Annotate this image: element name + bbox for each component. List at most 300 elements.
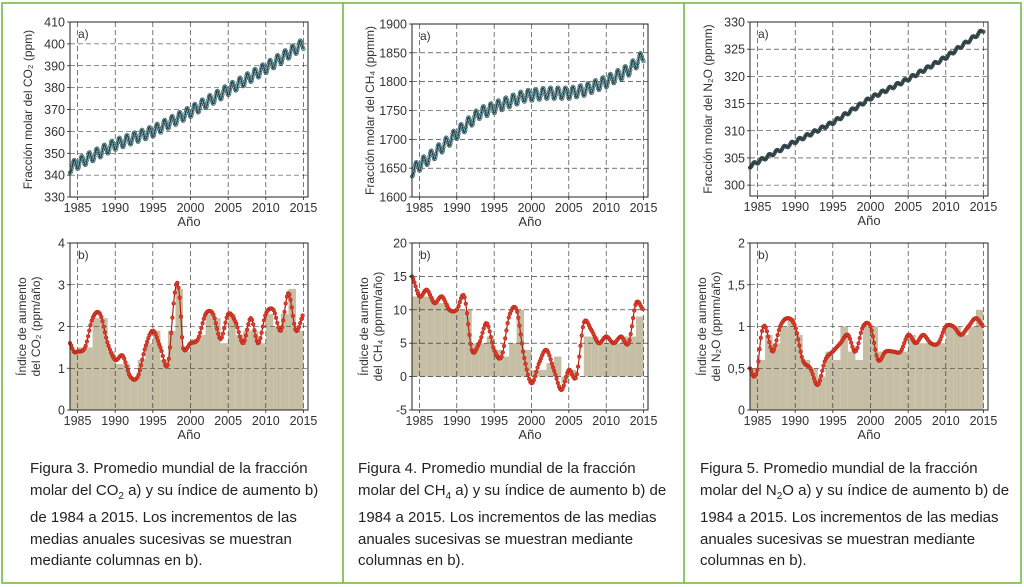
- rate-point: [137, 373, 141, 377]
- y-tick-label: 380: [44, 81, 65, 96]
- rate-point: [506, 321, 510, 325]
- y-axis-label: [694, 271, 723, 381]
- bar-1985: [78, 347, 86, 410]
- rate-point: [872, 341, 876, 345]
- rate-point: [245, 328, 249, 332]
- rate-point: [84, 344, 88, 348]
- rate-point: [581, 325, 585, 329]
- y-tick-label: 1900: [379, 17, 407, 32]
- y-tick-label: 325: [724, 42, 745, 57]
- rate-point: [124, 360, 128, 364]
- rate-point: [574, 376, 578, 380]
- rate-point: [468, 333, 472, 337]
- y-tick-label: 2: [738, 236, 745, 251]
- rate-point: [799, 350, 803, 354]
- rate-point: [548, 354, 552, 358]
- rate-point: [758, 347, 762, 351]
- rate-point: [755, 368, 759, 372]
- bar-2007: [584, 337, 591, 377]
- rate-point: [106, 340, 110, 344]
- bar-2010: [266, 314, 274, 410]
- rate-point: [776, 333, 780, 337]
- bar-2001: [539, 370, 546, 377]
- panel-label: b): [78, 248, 89, 262]
- y-tick-label: 300: [724, 178, 745, 193]
- rate-point: [297, 325, 301, 329]
- x-tick-label: 2005: [554, 201, 583, 215]
- rate-point: [849, 341, 853, 345]
- y-tick-label: 1600: [379, 190, 407, 205]
- y-tick-label: 340: [44, 168, 65, 183]
- rate-point: [177, 286, 181, 290]
- rate-point: [630, 324, 634, 328]
- bar-2005: [228, 314, 236, 410]
- x-tick-label: 2010: [592, 414, 621, 428]
- rate-point: [142, 352, 146, 356]
- rate-point: [525, 368, 529, 372]
- bar-2002: [206, 314, 214, 410]
- rate-point: [213, 316, 217, 320]
- rate-point: [463, 296, 467, 300]
- rate-point: [521, 350, 525, 354]
- rate-point: [794, 327, 798, 331]
- rate-point: [858, 336, 862, 340]
- caption-figure-4: Figura 4. Promedio mundial de la fracción molar del $CH_4$ a) y su índice de aumento b) de 1984 a 2015. Los incrementos de las medias anuales sucesivas se muestran mediante columnas en b).: [358, 460, 667, 569]
- x-axis-label: Año: [177, 214, 201, 229]
- bar-1984: [412, 296, 419, 376]
- rate-point: [289, 298, 293, 302]
- rate-point: [250, 318, 254, 322]
- bar-2004: [221, 343, 229, 410]
- x-axis-label: Año: [857, 427, 881, 442]
- rate-point: [875, 354, 879, 358]
- rate-point: [178, 296, 182, 300]
- x-tick-label: 2015: [629, 201, 658, 215]
- bar-2011: [614, 343, 621, 376]
- x-tick-label: 2000: [856, 414, 885, 428]
- rate-point: [222, 326, 226, 330]
- x-tick-label: 1995: [818, 414, 847, 428]
- rate-point: [502, 344, 506, 348]
- rate-point: [260, 331, 264, 335]
- rate-point: [580, 334, 584, 338]
- rate-point: [870, 329, 874, 333]
- chart-n2ob: [694, 237, 997, 443]
- bar-1985: [419, 296, 426, 376]
- rate-point: [873, 348, 877, 352]
- rate-point: [291, 314, 295, 318]
- rate-point: [551, 365, 555, 369]
- bar-1998: [855, 360, 863, 410]
- rate-point: [576, 365, 580, 369]
- rate-point: [482, 327, 486, 331]
- x-tick-label: 2015: [289, 201, 318, 215]
- x-tick-label: 1990: [101, 414, 130, 428]
- y-tick-label: 0: [738, 403, 745, 418]
- bar-2006: [236, 335, 244, 410]
- rate-point: [848, 337, 852, 341]
- x-tick-label: 2010: [931, 414, 960, 428]
- bar-2009: [599, 343, 606, 376]
- rate-point: [140, 358, 144, 362]
- x-tick-label: 1990: [781, 414, 810, 428]
- rate-point: [224, 321, 228, 325]
- rate-point: [221, 332, 225, 336]
- rate-point: [769, 345, 773, 349]
- y-tick-label: 1850: [379, 46, 407, 61]
- x-tick-label: 1985: [743, 414, 772, 428]
- rate-point: [575, 372, 579, 376]
- y-tick-label: 390: [44, 59, 65, 74]
- chart-co2b: [14, 237, 317, 443]
- bar-1994: [145, 343, 153, 410]
- rate-point: [169, 331, 173, 335]
- rate-point: [556, 381, 560, 385]
- rate-point: [155, 336, 159, 340]
- x-tick-label: 2015: [969, 414, 998, 428]
- rate-point: [284, 302, 288, 306]
- rate-point: [99, 315, 103, 319]
- rate-point: [458, 300, 462, 304]
- x-tick-label: 2005: [214, 201, 243, 215]
- y-tick-label: 350: [44, 146, 65, 161]
- rate-point: [812, 376, 816, 380]
- rate-point: [793, 323, 797, 327]
- rate-point: [290, 306, 294, 310]
- bar-2003: [213, 318, 221, 410]
- rate-point: [251, 322, 255, 326]
- panel-label: b): [758, 248, 769, 262]
- rate-point: [238, 335, 242, 339]
- chart-ch4b: [356, 237, 657, 443]
- rate-point: [469, 342, 473, 346]
- bar-2008: [931, 343, 939, 410]
- rate-point: [261, 325, 265, 329]
- rate-point: [478, 339, 482, 343]
- rate-point: [503, 337, 507, 341]
- caption-figure-5: Figura 5. Promedio mundial de la fracción molar del $N_2O$ a) y su índice de aumento b) de 1984 a 2015. Los incrementos de las medias anuales sucesivas se muestran mediante columnas en b).: [700, 460, 1010, 569]
- bar-2000: [191, 339, 199, 410]
- rate-point: [281, 319, 285, 323]
- y-tick-label: 3: [58, 278, 65, 293]
- y-tick-label: 2: [58, 320, 65, 334]
- rate-point: [457, 304, 461, 308]
- chart-ch4a: [363, 18, 657, 230]
- rate-point: [754, 372, 758, 376]
- rate-point: [579, 344, 583, 348]
- x-tick-label: 1990: [442, 414, 471, 428]
- y-tick-label: 1750: [379, 104, 407, 118]
- rate-point: [103, 330, 107, 334]
- chart-n2oa: [701, 16, 997, 229]
- rate-point: [550, 362, 554, 366]
- rate-point: [139, 363, 143, 367]
- rate-point: [166, 363, 170, 367]
- rate-point: [764, 326, 768, 330]
- y-tick-label: 1700: [379, 132, 407, 147]
- y-axis-label: Fracción molar del CO₂ (ppm): [21, 29, 35, 190]
- rate-point: [244, 334, 248, 338]
- y-tick-label: 1650: [379, 161, 407, 176]
- rate-point: [857, 341, 861, 345]
- rate-point: [520, 342, 524, 346]
- y-axis-label-line-1: Índice de aumento: [695, 277, 709, 376]
- rate-point: [159, 346, 163, 350]
- rate-point: [641, 307, 645, 311]
- bar-1996: [502, 357, 509, 377]
- x-axis-label: Año: [518, 427, 542, 442]
- rate-point: [507, 316, 511, 320]
- rate-point: [214, 321, 218, 325]
- bar-2002: [886, 352, 894, 410]
- rate-point: [262, 319, 266, 323]
- rate-point: [822, 364, 826, 368]
- rate-point: [488, 330, 492, 334]
- y-axis-label: Fracción molar del CH₄ (ppmm): [363, 26, 377, 195]
- rate-point: [766, 335, 770, 339]
- rate-point: [522, 356, 526, 360]
- rate-point: [179, 315, 183, 319]
- y-tick-label: -5: [395, 403, 407, 418]
- rate-point: [104, 336, 108, 340]
- y-tick-label: 315: [724, 97, 745, 112]
- rate-point: [536, 366, 540, 370]
- x-axis-label: Año: [518, 214, 542, 229]
- chart-co2a: [21, 16, 317, 230]
- rate-point: [818, 379, 822, 383]
- bar-1984: [70, 352, 78, 410]
- x-tick-label: 1995: [818, 200, 847, 214]
- rate-point: [563, 379, 567, 383]
- x-tick-label: 1995: [480, 201, 509, 215]
- rate-point: [629, 332, 633, 336]
- rate-point: [298, 321, 302, 325]
- rate-point: [501, 351, 505, 355]
- rate-point: [200, 326, 204, 330]
- rate-point: [162, 359, 166, 363]
- rate-point: [626, 342, 630, 346]
- rate-point: [516, 316, 520, 320]
- rate-point: [107, 344, 111, 348]
- x-axis-label: Año: [857, 213, 881, 228]
- rate-point: [246, 322, 250, 326]
- rate-point: [301, 314, 305, 318]
- x-tick-label: 2005: [214, 414, 243, 428]
- rate-point: [800, 355, 804, 359]
- x-tick-label: 1985: [63, 201, 92, 215]
- rate-point: [161, 354, 165, 358]
- x-tick-label: 1985: [743, 200, 772, 214]
- y-axis-label-line-1: Índice de aumento: [357, 277, 371, 376]
- bar-1997: [509, 343, 516, 376]
- y-axis-label-line-2: del CO₂ (ppm/año): [29, 276, 43, 377]
- rate-point: [216, 332, 220, 336]
- rate-point: [202, 317, 206, 321]
- panel-label: b): [420, 248, 431, 262]
- rate-point: [555, 377, 559, 381]
- x-axis-label: Año: [177, 427, 201, 442]
- y-tick-label: 400: [44, 37, 65, 52]
- rate-point: [552, 369, 556, 373]
- rate-point: [122, 357, 126, 361]
- rate-point: [273, 311, 277, 315]
- x-tick-label: 1990: [101, 201, 130, 215]
- rate-point: [524, 362, 528, 366]
- x-tick-label: 2015: [629, 414, 658, 428]
- rate-point: [772, 348, 776, 352]
- bar-2005: [908, 335, 916, 410]
- x-tick-label: 1995: [138, 414, 167, 428]
- bar-1989: [788, 318, 796, 410]
- bar-2009: [258, 343, 266, 410]
- bar-1993: [138, 360, 146, 410]
- rate-point: [243, 338, 247, 342]
- rate-point: [526, 373, 530, 377]
- rate-point: [760, 329, 764, 333]
- rate-point: [236, 326, 240, 330]
- rate-point: [554, 373, 558, 377]
- bar-2012: [961, 335, 969, 410]
- y-tick-label: 330: [724, 15, 745, 30]
- y-axis-label-line-2: del CH₄ (ppmm/año): [371, 271, 385, 382]
- rate-point: [533, 374, 537, 378]
- rate-point: [197, 335, 201, 339]
- panel-label: a): [420, 29, 431, 43]
- rate-point: [775, 339, 779, 343]
- x-tick-label: 2000: [176, 414, 205, 428]
- rate-point: [534, 370, 538, 374]
- y-tick-label: 320: [724, 69, 745, 84]
- y-axis-label-line-1: Índice de aumento: [15, 277, 29, 376]
- y-tick-label: 15: [393, 269, 407, 284]
- y-tick-label: 360: [44, 124, 65, 139]
- rate-point: [279, 329, 283, 333]
- rate-point: [811, 373, 815, 377]
- y-tick-label: 10: [393, 303, 407, 318]
- rate-point: [515, 310, 519, 314]
- rate-point: [180, 335, 184, 339]
- rate-point: [102, 325, 106, 329]
- x-tick-label: 2015: [289, 414, 318, 428]
- x-tick-label: 2010: [592, 201, 621, 215]
- bar-2007: [923, 343, 931, 410]
- rate-point: [85, 340, 89, 344]
- charts-layer: [14, 16, 997, 443]
- rate-point: [237, 330, 241, 334]
- rate-point: [283, 310, 287, 314]
- y-tick-label: 1: [738, 320, 745, 334]
- rate-point: [489, 335, 493, 339]
- rate-point: [859, 331, 863, 335]
- bar-1986: [427, 296, 434, 376]
- x-tick-label: 2010: [251, 414, 280, 428]
- bar-1987: [434, 303, 441, 376]
- y-tick-label: 4: [58, 236, 65, 251]
- rate-point: [981, 324, 985, 328]
- rate-point: [464, 302, 468, 306]
- y-axis-label: Fracción molar del N₂O (ppmm): [701, 24, 715, 194]
- rate-point: [479, 335, 483, 339]
- rate-point: [145, 340, 149, 344]
- rate-point: [300, 317, 304, 321]
- x-tick-label: 1985: [405, 414, 434, 428]
- x-tick-label: 2000: [176, 201, 205, 215]
- rate-point: [254, 334, 258, 338]
- rate-point: [518, 324, 522, 328]
- y-axis-label: [356, 272, 385, 382]
- rate-point: [201, 321, 205, 325]
- rate-point: [167, 357, 171, 361]
- rate-point: [810, 369, 814, 373]
- rate-point: [500, 355, 504, 359]
- rate-point: [796, 337, 800, 341]
- bar-1990: [115, 364, 123, 410]
- rate-point: [198, 331, 202, 335]
- bar-2014: [296, 331, 304, 410]
- rate-point: [287, 293, 291, 297]
- rate-point: [855, 346, 859, 350]
- rate-point: [549, 357, 553, 361]
- bar-1987: [93, 318, 101, 410]
- x-tick-label: 2005: [894, 200, 923, 214]
- y-tick-label: 5: [400, 336, 407, 351]
- y-tick-label: 0,5: [727, 361, 745, 376]
- y-axis-label-line-2: del N₂O (ppmm/año): [709, 271, 723, 382]
- rate-point: [773, 344, 777, 348]
- rate-point: [280, 325, 284, 329]
- rate-point: [562, 384, 566, 388]
- y-tick-label: 1,5: [727, 278, 745, 293]
- rate-point: [173, 291, 177, 295]
- rate-point: [577, 355, 581, 359]
- x-tick-label: 2000: [856, 200, 885, 214]
- rate-point: [466, 322, 470, 326]
- x-tick-label: 1995: [480, 414, 509, 428]
- rate-point: [86, 334, 90, 338]
- rate-point: [490, 341, 494, 345]
- y-tick-label: 1800: [379, 75, 407, 90]
- bar-2004: [901, 352, 909, 410]
- rate-point: [632, 309, 636, 313]
- rate-point: [759, 336, 763, 340]
- rate-point: [413, 280, 417, 284]
- rate-point: [126, 369, 130, 373]
- rate-point: [519, 333, 523, 337]
- rate-point: [257, 340, 261, 344]
- rate-point: [767, 340, 771, 344]
- x-tick-label: 2005: [894, 414, 923, 428]
- rate-point: [798, 344, 802, 348]
- rate-point: [292, 322, 296, 326]
- rate-point: [869, 325, 873, 329]
- rate-point: [138, 368, 142, 372]
- rate-point: [414, 284, 418, 288]
- rate-point: [212, 313, 216, 317]
- bar-1997: [168, 331, 176, 410]
- bar-1997: [848, 352, 856, 410]
- x-tick-label: 2015: [969, 200, 998, 214]
- x-tick-label: 2010: [251, 201, 280, 215]
- y-tick-label: 0: [58, 403, 65, 418]
- bar-2003: [893, 352, 901, 410]
- y-tick-label: 330: [44, 190, 65, 205]
- rate-point: [171, 316, 175, 320]
- bar-2014: [636, 316, 643, 376]
- bar-1993: [479, 343, 486, 376]
- bar-1995: [833, 360, 841, 410]
- rate-point: [901, 345, 905, 349]
- bar-2010: [606, 343, 613, 376]
